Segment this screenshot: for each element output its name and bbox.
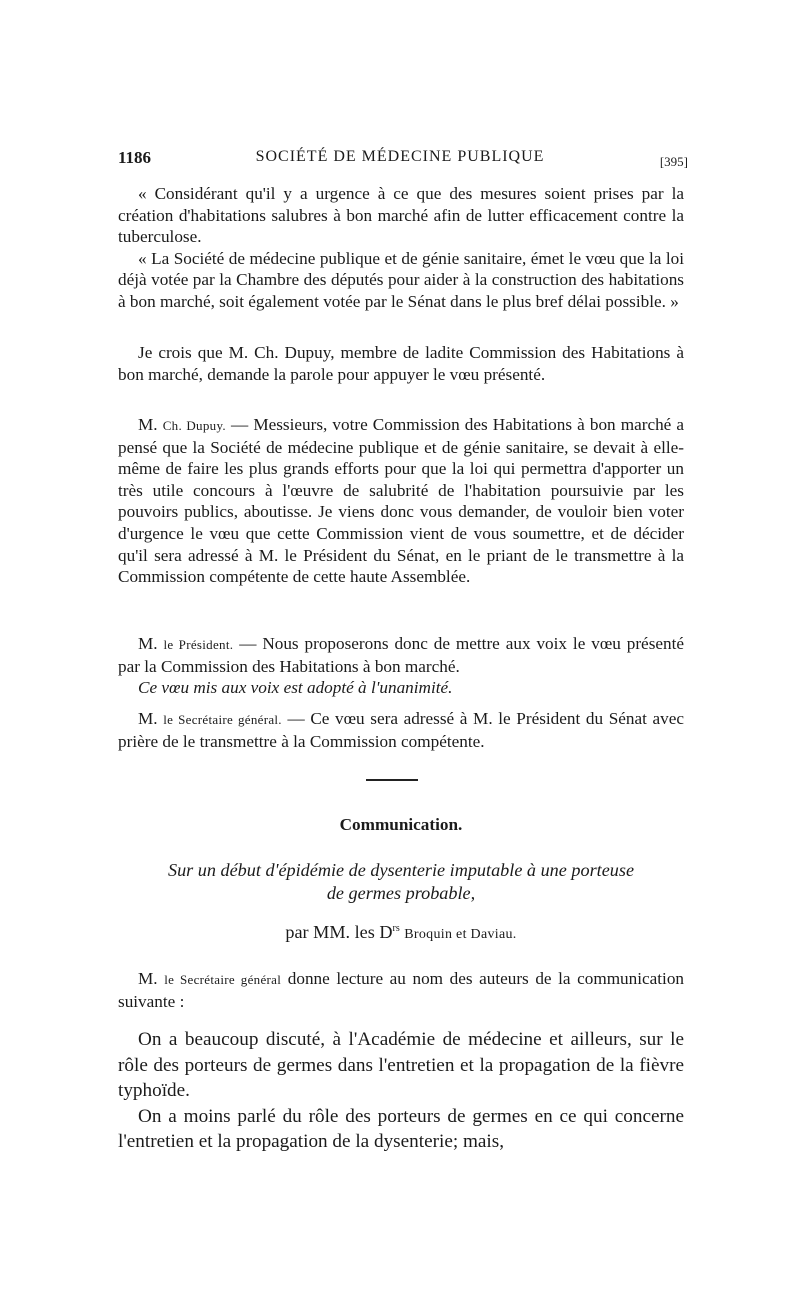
secretary-prefix: M. (138, 709, 158, 728)
president-speaker: le Président. (163, 637, 234, 652)
communication-title-block (118, 859, 684, 905)
resolution-paragraph-2: « La Société de médecine publique et de génie sanitaire, émet le vœu que la loi déjà votée par la Chambre des députés pour aider à la construction des habitations à bon marché, soit également votée par le Sénat dans le plus bref délai possible. » (118, 248, 684, 311)
dupuy-speech (118, 414, 684, 588)
secretary-speech (118, 708, 684, 752)
communication-title-line-1: Sur un début d'épidémie de dysenterie imputable à une porteuse (167, 860, 635, 880)
body-paragraph-2: On a moins parlé du rôle des porteurs de germes en ce qui concerne l'entretien et la propagation de la dysenterie; mais, (118, 1105, 684, 1152)
page-number: 1186 (118, 148, 152, 167)
reading-paragraph (118, 968, 684, 1012)
dupuy-text: — Messieurs, votre Commission des Habitations à bon marché a pensé que la Société de médecine publique et de génie sanitaire, se devait à elle-même de faire les plus grands efforts pour que la loi qui permettra d'apporter un très utile concours à l'œuvre de salubrité de l'habitation poursuivie par les pouvoirs publics, aboutisse. Je viens donc vous demander, de vouloir bien voter d'urgence le vœu que cette Commission vient de vous soumettre, et de décider qu'il sera adressé à M. le Président du Sénat, en le priant de le transmettre à la Commission compétente de cette haute Assemblée. (118, 415, 685, 587)
authors-prefix: par MM. les D (285, 922, 393, 943)
authors-superscript: rs (392, 923, 400, 934)
president-intro (118, 342, 684, 385)
secretary-speaker: le Secrétaire général. (163, 712, 282, 727)
secretary-text: — Ce vœu sera adressé à M. le Président du Sénat avec prière de le transmettre à la Commission compétente. (118, 709, 685, 751)
communication-body (118, 1027, 684, 1155)
section-divider (366, 779, 418, 781)
running-title: SOCIÉTÉ DE MÉDECINE PUBLIQUE (255, 148, 545, 165)
body-paragraph-1: On a beaucoup discuté, à l'Académie de médecine et ailleurs, sur le rôle des porteurs de germes dans l'entretien et la propagation de la fièvre typhoïde. (118, 1029, 684, 1101)
authors-line (118, 918, 684, 946)
adoption-note: Ce vœu mis aux voix est adopté à l'unanimité. (138, 678, 453, 698)
reading-block (118, 968, 684, 1012)
resolution-paragraph-1: « Considérant qu'il y a urgence à ce que des mesures soient prises par la création d'habitations salubres à bon marché afin de lutter efficacement contre la tuberculose. (118, 184, 684, 247)
reading-prefix: M. (138, 969, 158, 988)
communication-heading: Communication. (339, 815, 463, 834)
dupuy-prefix: M. (138, 415, 158, 434)
communication-title-line-2: de germes probable, (326, 883, 476, 903)
authors-names: Broquin et Daviau. (404, 927, 517, 943)
resolution-block (118, 183, 684, 313)
dupuy-paragraph (118, 414, 684, 588)
president-intro-text: Je crois que M. Ch. Dupuy, membre de ladite Commission des Habitations à bon marché, demande la parole pour appuyer le vœu présenté. (118, 343, 684, 384)
president-paragraph (118, 633, 684, 677)
reading-speaker: le Secrétaire général (164, 972, 282, 987)
reading-text: donne lecture au nom des auteurs de la communication suivante : (118, 969, 685, 1011)
page-header (118, 148, 688, 172)
secretary-paragraph (118, 708, 684, 752)
dupuy-speaker: Ch. Dupuy. (162, 418, 226, 433)
page-reference: [395] (659, 154, 688, 169)
president-prefix: M. (138, 634, 158, 653)
communication-heading-block (118, 814, 684, 836)
president-text: — Nous proposerons donc de mettre aux voix le vœu présenté par la Commission des Habitations à bon marché. (118, 634, 685, 676)
president-speech (118, 633, 684, 699)
authors-block (118, 918, 684, 946)
